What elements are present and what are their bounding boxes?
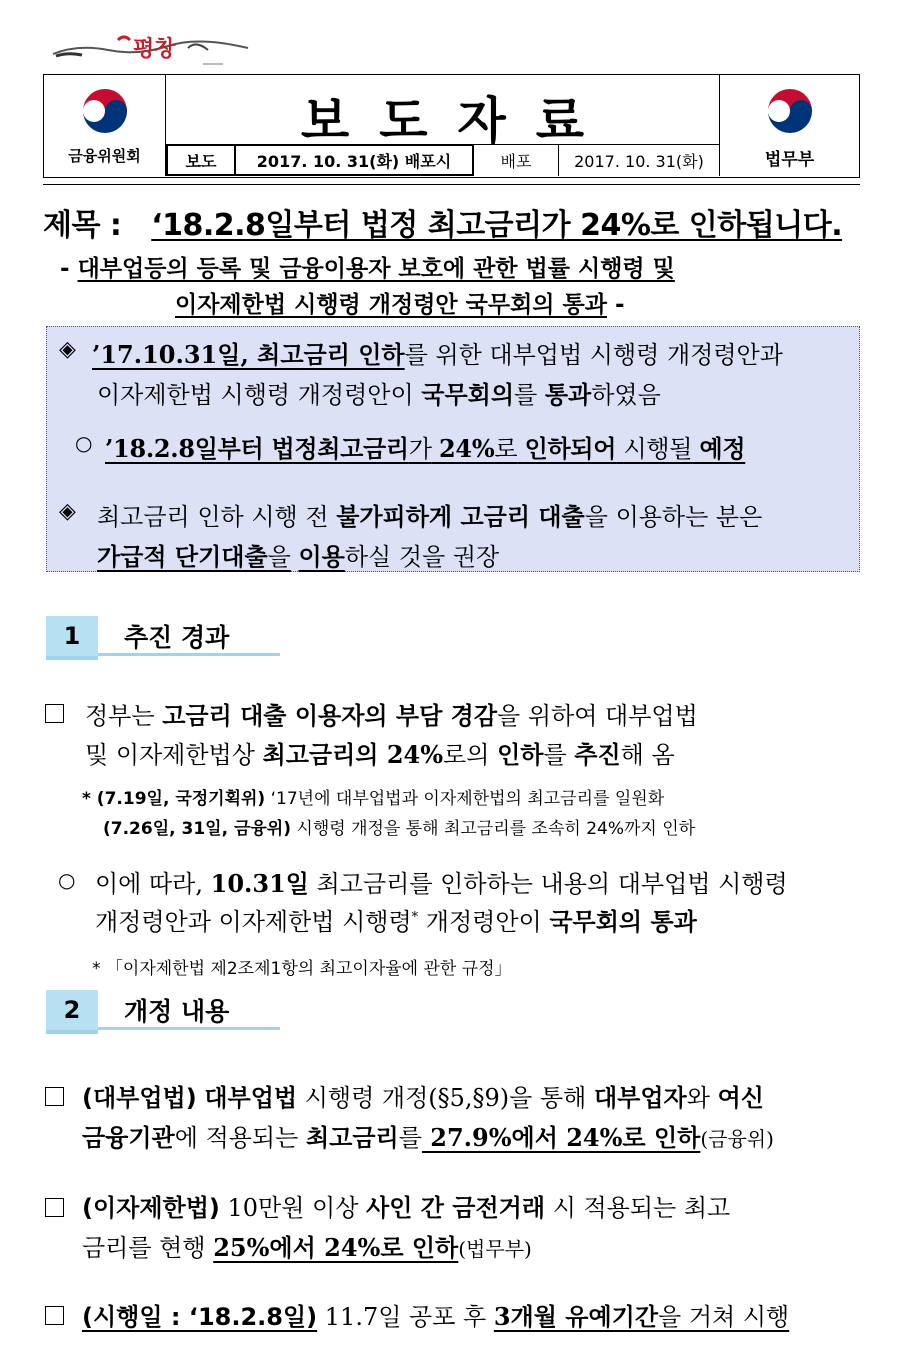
section2-item2: (이자제한법) 10만원 이상 사인 간 금전거래 시 적용되는 최고 bbox=[82, 1193, 731, 1222]
diamond-bullet-icon: ◈ bbox=[59, 337, 76, 362]
fsc-cell bbox=[44, 75, 166, 176]
section-number: 1 bbox=[46, 616, 98, 656]
release-value: 2017. 10. 31(화) 배포시 bbox=[236, 144, 474, 176]
distribution-label: 배포 bbox=[474, 144, 558, 176]
section1-note1: * (7.19일, 국정기획위) ‘17년에 대부업법과 이자제한법의 최고금리를 일원화 bbox=[82, 789, 665, 809]
section1-note2: (7.26일, 31일, 금융위) 시행령 개정을 통해 최고금리를 조속히 24%까지 인하 bbox=[103, 819, 696, 839]
section-label: 추진 경과 bbox=[124, 623, 230, 652]
checkbox-bullet-icon bbox=[45, 1306, 64, 1325]
page-title: 보도자료 bbox=[300, 92, 615, 150]
header-divider bbox=[43, 184, 860, 185]
subtitle-text-1: 대부업등의 등록 및 금융이용자 보호에 관한 법률 시행령 및 bbox=[77, 256, 675, 282]
section-header-1 bbox=[46, 616, 280, 660]
section2-item1: (대부업법) 대부업법 시행령 개정(§5,§9)을 통해 대부업자와 여신 bbox=[82, 1083, 764, 1112]
subtitle-text-2: 이자제한법 시행령 개정령안 국무회의 통과 bbox=[175, 292, 607, 318]
subtitle-dash: - bbox=[614, 292, 625, 318]
section-label: 개정 내용 bbox=[124, 997, 230, 1026]
checkbox-bullet-icon bbox=[45, 1087, 64, 1106]
subtitle-line-2 bbox=[175, 286, 625, 319]
circle-bullet-icon: ○ bbox=[75, 431, 93, 455]
summary-bullet-3-cont: 가급적 단기대출을 이용하실 것을 권장 bbox=[97, 542, 500, 571]
svg-text:평창: 평창 bbox=[133, 36, 176, 62]
subtitle-line-1 bbox=[60, 250, 675, 283]
section2-item2-cont: 금리를 현행 25%에서 24%로 인하(법무부) bbox=[82, 1233, 532, 1262]
section-header-2 bbox=[46, 990, 280, 1034]
section1-para1: 정부는 고금리 대출 이용자의 부담 경감을 위하여 대부업법 bbox=[85, 701, 698, 730]
section1-para1-cont: 및 이자제한법상 최고금리의 24%로의 인하를 추진해 옴 bbox=[85, 740, 675, 769]
subtitle-dash: - bbox=[60, 256, 70, 282]
headline-title: ‘18.2.8일부터 법정 최고금리가 24%로 인하됩니다. bbox=[151, 208, 843, 243]
checkbox-bullet-icon bbox=[45, 704, 64, 723]
press-release-header bbox=[43, 74, 860, 178]
release-info-row bbox=[166, 144, 719, 176]
summary-bullet-1: ’17.10.31일, 최고금리 인하를 위한 대부업법 시행령 개정령안과 bbox=[92, 340, 783, 369]
section1-note3: * 「이자제한법 제2조제1항의 최고이자율에 관한 규정」 bbox=[92, 959, 512, 979]
headline bbox=[43, 200, 842, 244]
government-emblem-icon bbox=[81, 87, 129, 135]
summary-box bbox=[46, 326, 860, 572]
government-emblem-icon bbox=[766, 87, 814, 135]
distribution-value: 2017. 10. 31(화) bbox=[558, 144, 719, 176]
release-label: 보도 bbox=[166, 144, 236, 176]
section-number: 2 bbox=[46, 990, 98, 1030]
slogan-logo bbox=[48, 28, 258, 72]
org-name-right: 법무부 bbox=[764, 150, 815, 170]
circle-bullet-icon: ○ bbox=[58, 868, 76, 892]
section1-para2: 이에 따라, 10.31일 최고금리를 인하하는 내용의 대부업법 시행령 bbox=[95, 869, 788, 898]
summary-bullet-2: ’18.2.8일부터 법정최고금리가 24%로 인하되어 시행될 예정 bbox=[105, 434, 746, 463]
summary-bullet-1-cont: 이자제한법 시행령 개정령안이 국무회의를 통과하였음 bbox=[97, 380, 661, 409]
title-cell bbox=[166, 75, 719, 176]
moj-cell bbox=[719, 75, 859, 176]
section1-para2-cont: 개정령안과 이자제한법 시행령* 개정령안이 국무회의 통과 bbox=[95, 907, 697, 936]
summary-bullet-3: 최고금리 인하 시행 전 불가피하게 고금리 대출을 이용하는 분은 bbox=[97, 502, 763, 531]
checkbox-bullet-icon bbox=[45, 1198, 64, 1217]
section2-item3: (시행일 : ‘18.2.8일) 11.7일 공포 후 3개월 유예기간을 거쳐 시행 bbox=[82, 1302, 790, 1331]
diamond-bullet-icon: ◈ bbox=[59, 499, 76, 524]
section2-item1-cont: 금융기관에 적용되는 최고금리를 27.9%에서 24%로 인하(금융위) bbox=[82, 1123, 774, 1152]
headline-prefix: 제목 : bbox=[43, 208, 122, 243]
org-name-left: 금융위원회 bbox=[68, 147, 141, 165]
